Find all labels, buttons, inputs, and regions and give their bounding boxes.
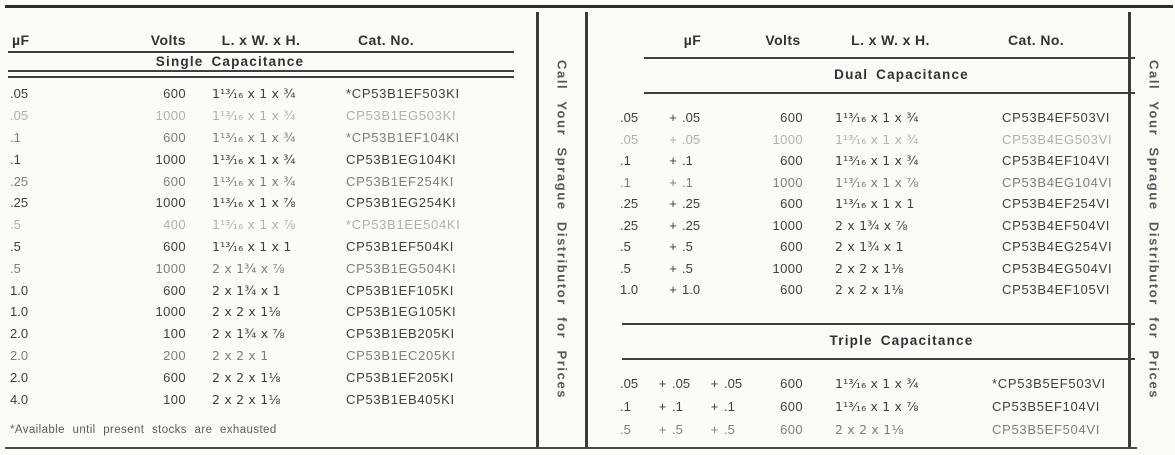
cat-no-cell: CP53B4EG254VI — [1002, 239, 1113, 255]
cat-no-cell: CP53B1EB405KI — [346, 391, 455, 407]
plus-sign: + — [669, 131, 677, 147]
uf-value: .1 — [620, 398, 631, 414]
uf-value: .5 — [672, 421, 683, 437]
uf-value: .5 — [682, 239, 693, 255]
uf-value: .5 — [620, 260, 631, 276]
uf-cell — [618, 422, 763, 437]
volts-cell: 600 — [163, 369, 186, 385]
size-cell: 2 x 1¾ x 1 — [212, 282, 281, 298]
uf-value: .1 — [682, 153, 693, 169]
table-row — [8, 192, 514, 214]
table-row — [8, 323, 514, 345]
uf-cell: .1 — [10, 129, 21, 145]
size-cell: 1¹³⁄₁₆ x 1 x ⅞ — [835, 174, 919, 190]
cat-no-cell: *CP53B1EF503KI — [346, 86, 460, 102]
plus-sign: + — [669, 260, 677, 276]
volts-cell: 1000 — [772, 217, 803, 233]
size-cell: 2 x 1¾ x ⅞ — [212, 260, 285, 276]
uf-cell — [618, 153, 763, 168]
cat-no-cell: CP53B4EF104VI — [1002, 153, 1111, 169]
cat-no-cell: CP53B1EF205KI — [346, 369, 455, 385]
size-cell: 1¹³⁄₁₆ x 1 x ¾ — [835, 110, 919, 126]
volts-cell: 1000 — [155, 151, 186, 167]
uf-value: .05 — [682, 110, 701, 126]
uf-cell: 2.0 — [10, 347, 29, 363]
size-cell: 1¹³⁄₁₆ x 1 x ¾ — [212, 151, 296, 167]
uf-cell: 2.0 — [10, 326, 29, 342]
size-cell: 1¹³⁄₁₆ x 1 x ¾ — [835, 131, 919, 147]
uf-cell: 2.0 — [10, 369, 29, 385]
cat-no-cell: CP53B5EF104VI — [992, 398, 1101, 414]
uf-value: .1 — [620, 153, 631, 169]
volts-cell: 1000 — [155, 260, 186, 276]
volts-cell: 600 — [163, 86, 186, 102]
uf-cell: .05 — [10, 86, 29, 102]
cat-no-cell: CP53B4EF504VI — [1002, 217, 1111, 233]
uf-value: .5 — [724, 421, 735, 437]
uf-value: .1 — [672, 398, 683, 414]
uf-cell — [618, 218, 763, 233]
plus-sign: + — [710, 398, 719, 414]
cat-no-cell: CP53B1EF254KI — [346, 173, 455, 189]
uf-value: .5 — [620, 421, 631, 437]
table-row — [8, 301, 514, 323]
uf-value: .1 — [724, 398, 735, 414]
double-rule — [8, 70, 514, 78]
size-column-header: L. x W. x H. — [851, 32, 930, 48]
table-row — [618, 372, 1135, 395]
plus-sign: + — [710, 421, 719, 437]
table-row — [8, 148, 514, 170]
plus-sign: + — [669, 282, 677, 298]
uf-cell: .25 — [10, 173, 29, 189]
call-distributor-banner-right — [1128, 12, 1175, 447]
table-row — [618, 395, 1135, 418]
size-cell: 1¹³⁄₁₆ x 1 x 1 — [835, 196, 915, 212]
cat-no-cell: CP53B1EB205KI — [346, 326, 455, 342]
uf-cell — [618, 239, 763, 254]
uf-cell — [618, 196, 763, 211]
bottom-border-rule — [5, 447, 1137, 449]
top-border-rule — [5, 5, 1173, 8]
uf-cell: .1 — [10, 151, 21, 167]
uf-value: 1.0 — [620, 282, 639, 298]
volts-cell: 600 — [780, 421, 803, 437]
table-row — [8, 279, 514, 301]
uf-value: .5 — [620, 239, 631, 255]
uf-cell: .5 — [10, 238, 21, 254]
uf-cell: .05 — [10, 108, 29, 124]
table-header-row — [8, 22, 514, 48]
uf-cell — [618, 175, 763, 190]
call-distributor-banner-middle — [536, 12, 588, 447]
dual-capacitance-rows — [618, 94, 1135, 307]
uf-value: .1 — [620, 174, 631, 190]
volts-cell: 1000 — [772, 131, 803, 147]
cat-no-cell: CP53B1EF504KI — [346, 238, 455, 254]
table-row — [8, 105, 514, 127]
table-row — [618, 418, 1135, 441]
uf-cell — [618, 110, 763, 125]
uf-value: .5 — [682, 260, 693, 276]
table-row — [8, 257, 514, 279]
triple-capacitance-rows — [618, 360, 1135, 441]
size-cell: 2 x 2 x 1⅛ — [835, 421, 904, 437]
single-capacitance-table — [8, 22, 514, 436]
uf-value: .25 — [620, 196, 639, 212]
volts-cell: 600 — [163, 238, 186, 254]
single-capacitance-rows — [8, 78, 514, 410]
uf-cell: .5 — [10, 260, 21, 276]
table-row — [618, 107, 1135, 129]
table-row — [618, 172, 1135, 194]
cat-no-cell: CP53B4EG504VI — [1002, 260, 1113, 276]
volts-cell: 600 — [780, 153, 803, 169]
volts-cell: 600 — [780, 196, 803, 212]
uf-cell — [618, 261, 763, 276]
table-row — [8, 236, 514, 258]
uf-cell: .5 — [10, 217, 21, 233]
volts-cell: 1000 — [155, 195, 186, 211]
table-row — [8, 366, 514, 388]
volts-cell: 600 — [780, 282, 803, 298]
size-cell: 2 x 2 x 1 — [212, 347, 269, 363]
size-cell: 1¹³⁄₁₆ x 1 x ¾ — [212, 108, 296, 124]
uf-value: .1 — [682, 174, 693, 190]
size-cell: 1¹³⁄₁₆ x 1 x ¾ — [212, 173, 296, 189]
volts-cell: 1000 — [772, 174, 803, 190]
table-row — [8, 388, 514, 410]
size-cell: 2 x 1¾ x 1 — [835, 239, 904, 255]
plus-sign: + — [669, 110, 677, 126]
table-row — [8, 214, 514, 236]
uf-value: 1.0 — [682, 282, 701, 298]
cat-no-cell: CP53B1EG503KI — [346, 108, 457, 124]
plus-sign: + — [658, 375, 667, 391]
cat-no-column-header: Cat. No. — [358, 32, 415, 48]
dual-triple-capacitance-table — [618, 22, 1135, 441]
uf-value: .05 — [724, 375, 743, 391]
size-cell: 1¹³⁄₁₆ x 1 x ¾ — [835, 375, 919, 391]
cat-no-cell: CP53B1EF105KI — [346, 282, 455, 298]
table-header-row — [618, 22, 1135, 48]
uf-value: .05 — [620, 131, 639, 147]
plus-sign: + — [658, 398, 667, 414]
plus-sign: + — [669, 217, 677, 233]
volts-cell: 600 — [163, 173, 186, 189]
cat-no-cell: *CP53B5EF503VI — [992, 375, 1106, 391]
table-row — [618, 215, 1135, 237]
uf-value: .25 — [682, 196, 701, 212]
plus-sign: + — [669, 174, 677, 190]
cat-no-cell: CP53B1EG504KI — [346, 260, 457, 276]
banner-text: Call Your Sprague Distributor for Prices — [554, 59, 570, 400]
cat-no-cell: CP53B4EF105VI — [1002, 282, 1111, 298]
size-column-header: L. x W. x H. — [221, 32, 301, 48]
table-row — [8, 345, 514, 367]
table-row — [618, 236, 1135, 258]
size-cell: 1¹³⁄₁₆ x 1 x ⅞ — [212, 217, 296, 233]
uf-value: .25 — [620, 217, 639, 233]
volts-cell: 600 — [163, 129, 186, 145]
size-cell: 2 x 2 x 1⅛ — [835, 282, 904, 298]
cat-no-cell: CP53B1EG104KI — [346, 151, 457, 167]
cat-no-cell: *CP53B1EF104KI — [346, 129, 460, 145]
volts-cell: 600 — [780, 375, 803, 391]
plus-sign: + — [710, 375, 719, 391]
uf-cell — [618, 376, 763, 391]
size-cell: 1¹³⁄₁₆ x 1 x ¾ — [212, 129, 296, 145]
banner-text: Call Your Sprague Distributor for Prices — [1146, 59, 1162, 400]
size-cell: 1¹³⁄₁₆ x 1 x ¾ — [212, 86, 296, 102]
plus-sign: + — [669, 196, 677, 212]
size-cell: 2 x 2 x 1⅛ — [212, 369, 281, 385]
volts-cell: 600 — [163, 282, 186, 298]
cat-no-cell: *CP53B1EE504KI — [346, 217, 461, 233]
uf-value: .05 — [672, 375, 691, 391]
cat-no-cell: CP53B4EG503VI — [1002, 131, 1113, 147]
uf-value: .25 — [682, 217, 701, 233]
section-title-single: Single Capacitance — [155, 54, 305, 69]
volts-cell: 600 — [780, 239, 803, 255]
volts-cell: 400 — [163, 217, 186, 233]
uf-value: .05 — [620, 110, 639, 126]
section-title-dual: Dual Capacitance — [834, 67, 969, 82]
table-row — [618, 129, 1135, 151]
section-gap — [618, 307, 1135, 323]
volts-column-header: Volts — [765, 32, 801, 48]
table-row — [8, 83, 514, 105]
table-row — [618, 258, 1135, 280]
table-row — [618, 193, 1135, 215]
plus-sign: + — [669, 153, 677, 169]
plus-sign: + — [669, 239, 677, 255]
table-row — [618, 279, 1135, 301]
size-cell: 2 x 2 x 1⅛ — [212, 391, 281, 407]
size-cell: 1¹³⁄₁₆ x 1 x 1 — [212, 238, 292, 254]
availability-footnote: *Available until present stocks are exhausted — [10, 423, 277, 436]
uf-cell — [618, 282, 763, 297]
uf-cell: 4.0 — [10, 391, 29, 407]
volts-cell: 200 — [163, 347, 186, 363]
uf-cell: .25 — [10, 195, 29, 211]
uf-cell: 1.0 — [10, 282, 29, 298]
size-cell: 2 x 1¾ x ⅞ — [835, 217, 908, 233]
size-cell: 1¹³⁄₁₆ x 1 x ⅞ — [212, 195, 296, 211]
cat-no-cell: CP53B5EF504VI — [992, 421, 1101, 437]
uf-cell: 1.0 — [10, 304, 29, 320]
uf-value: .05 — [620, 375, 639, 391]
size-cell: 2 x 2 x 1⅛ — [212, 304, 281, 320]
size-cell: 2 x 2 x 1⅛ — [835, 260, 904, 276]
volts-cell: 100 — [163, 391, 186, 407]
size-cell: 2 x 1¾ x ⅞ — [212, 326, 285, 342]
volts-cell: 600 — [780, 398, 803, 414]
uf-column-header: µF — [683, 32, 702, 48]
volts-cell: 1000 — [155, 108, 186, 124]
volts-column-header: Volts — [150, 32, 186, 48]
volts-cell: 1000 — [772, 260, 803, 276]
uf-value: .05 — [682, 131, 701, 147]
uf-cell — [618, 399, 763, 414]
cat-no-cell: CP53B4EG104VI — [1002, 174, 1113, 190]
table-row — [8, 170, 514, 192]
cat-no-cell: CP53B1EG105KI — [346, 304, 457, 320]
cat-no-cell: CP53B4EF254VI — [1002, 196, 1111, 212]
uf-cell — [618, 132, 763, 147]
section-title-triple: Triple Capacitance — [829, 332, 974, 348]
size-cell: 1¹³⁄₁₆ x 1 x ¾ — [835, 153, 919, 169]
table-row — [618, 150, 1135, 172]
cat-no-column-header: Cat. No. — [1008, 32, 1065, 48]
volts-cell: 100 — [163, 326, 186, 342]
size-cell: 1¹³⁄₁₆ x 1 x ⅞ — [835, 398, 919, 414]
cat-no-cell: CP53B4EF503VI — [1002, 110, 1111, 126]
plus-sign: + — [658, 421, 667, 437]
volts-cell: 600 — [780, 110, 803, 126]
cat-no-cell: CP53B1EC205KI — [346, 347, 456, 363]
uf-column-header: µF — [12, 32, 30, 48]
table-row — [8, 127, 514, 149]
volts-cell: 1000 — [155, 304, 186, 320]
cat-no-cell: CP53B1EG254KI — [346, 195, 457, 211]
